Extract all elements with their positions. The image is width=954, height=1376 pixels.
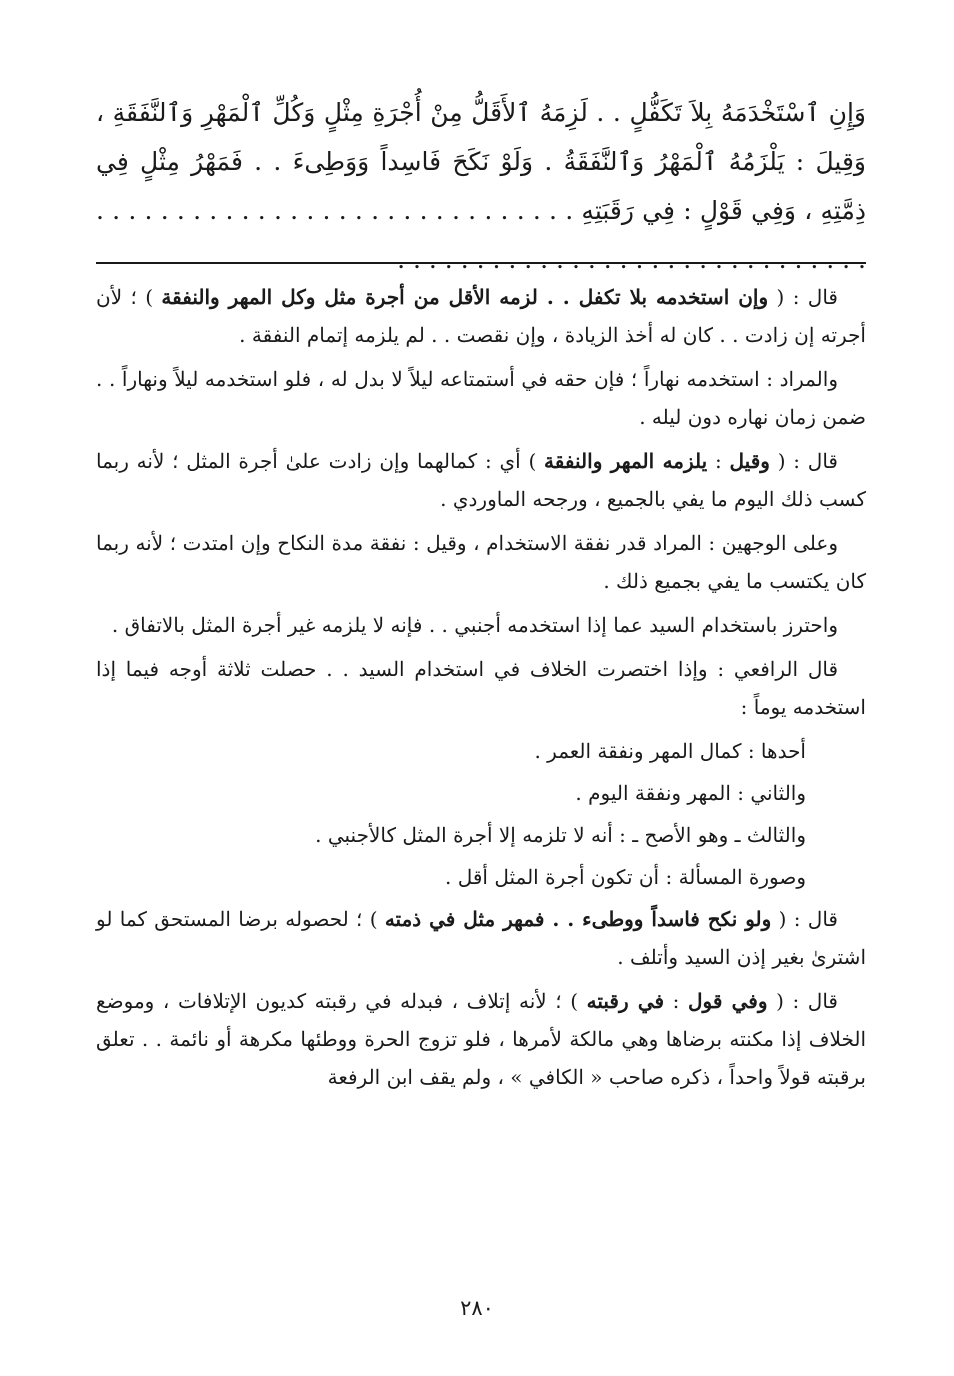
paragraph-7: قال : ( ولو نكح فاسداً ووطىء . . فمهر مثل في ذمته ) ؛ لحصوله برضا المستحق كما لو اشترىٰ بغير إذن السيد وأتلف .	[96, 907, 866, 969]
main-text-matn	[96, 88, 866, 284]
paragraph-3: قال : ( وقيل : يلزمه المهر والنفقة ) أي : كمالهما وإن زادت علىٰ أجرة المثل ؛ لأنه ربما كسب ذلك اليوم ما يفي بالجميع ، ورجحه الماوردي .	[96, 449, 866, 511]
list-item: والثاني : المهر ونفقة اليوم .	[575, 781, 806, 805]
paragraph-5: واحترز باستخدام السيد عما إذا استخدمه أجنبي . . فإنه لا يلزمه غير أجرة المثل بالاتفاق .	[111, 613, 838, 637]
paragraph-4: وعلى الوجهين : المراد قدر نفقة الاستخدام ، وقيل : نفقة مدة النكاح وإن امتدت ؛ لأنه ربما كان يكتسب ما يفي بجميع ذلك .	[96, 531, 866, 593]
matn-text: وَإِنِ ٱسْتَخْدَمَهُ بِلاَ تَكَفُّلٍ . . لَزِمَهُ ٱلأَقَلُّ مِنْ أُجْرَةِ مِثْلٍ وَكُلِّ ٱلْمَهْرِ وَٱلنَّفَقَةِ ، وَقِيلَ : يَلْزَمُهُ ٱلْمَهْرُ وَٱلنَّفَقَةُ . وَلَوْ نَكَحَ فَاسِداً وَوَطِىءَ . . فَمَهْرُ مِثْلٍ فِي ذِمَّتِهِ ، وَفِي قَوْلٍ : فِي رَقَبَتِهِ	[96, 98, 866, 225]
paragraph-8: قال : ( وفي قول : في رقبته ) ؛ لأنه إتلاف ، فبدله في رقبته كديون الإتلافات ، وموضع الخلاف إذا مكنته برضاها وهي مالكة لأمرها ، فلو تزوج الحرة ووطئها مكرهة أو نائمة . . تعلق برقبته قولاً واحداً ، ذكره صاحب « الكافي » ، ولم يقف ابن الرفعة	[96, 989, 866, 1089]
quoted-matn: في رقبته	[586, 989, 665, 1013]
matn-dots: . . . . . . . . . . . . . . . . . . . . . . . . . . . . . . . . . . . . . . . . . . . . . . . . . . . . . . . . . . . .	[96, 196, 866, 274]
separator-line	[96, 262, 866, 264]
page-number: ٢٨٠	[460, 1296, 494, 1320]
quoted-matn: وفي قول	[687, 989, 768, 1013]
quoted-matn: وقيل	[729, 449, 770, 473]
commentary-sharh	[96, 278, 866, 1102]
quoted-matn: يلزمه المهر والنفقة	[544, 449, 708, 473]
quoted-matn: ولو نكح فاسداً ووطىء . . فمهر مثل في ذمته	[384, 907, 772, 931]
paragraph-2: والمراد : استخدمه نهاراً ؛ فإن حقه في أستمتاعه ليلاً لا بدل له ، فلو استخدمه ليلاً ونهاراً . . ضمن زمان نهاره دون ليله .	[96, 367, 866, 429]
list-item: أحدها : كمال المهر ونفقة العمر .	[534, 739, 806, 763]
list-item: والثالث ـ وهو الأصح ـ : أنه لا تلزمه إلا أجرة المثل كالأجنبي .	[315, 823, 806, 847]
quoted-matn: وإن استخدمه بلا تكفل . . لزمه الأقل من أجرة مثل وكل المهر والنفقة	[161, 285, 769, 309]
paragraph-6: قال الرافعي : وإذا اختصرت الخلاف في استخدام السيد . . حصلت ثلاثة أوجه فيما إذا استخدمه يوماً :	[96, 657, 866, 719]
list-item: وصورة المسألة : أن تكون أجرة المثل أقل .	[445, 865, 806, 889]
paragraph-1: قال : ( وإن استخدمه بلا تكفل . . لزمه الأقل من أجرة مثل وكل المهر والنفقة ) ؛ لأن أجرته إن زادت . . كان له أخذ الزيادة ، وإن نقصت . . لم يلزمه إتمام النفقة .	[96, 285, 866, 347]
